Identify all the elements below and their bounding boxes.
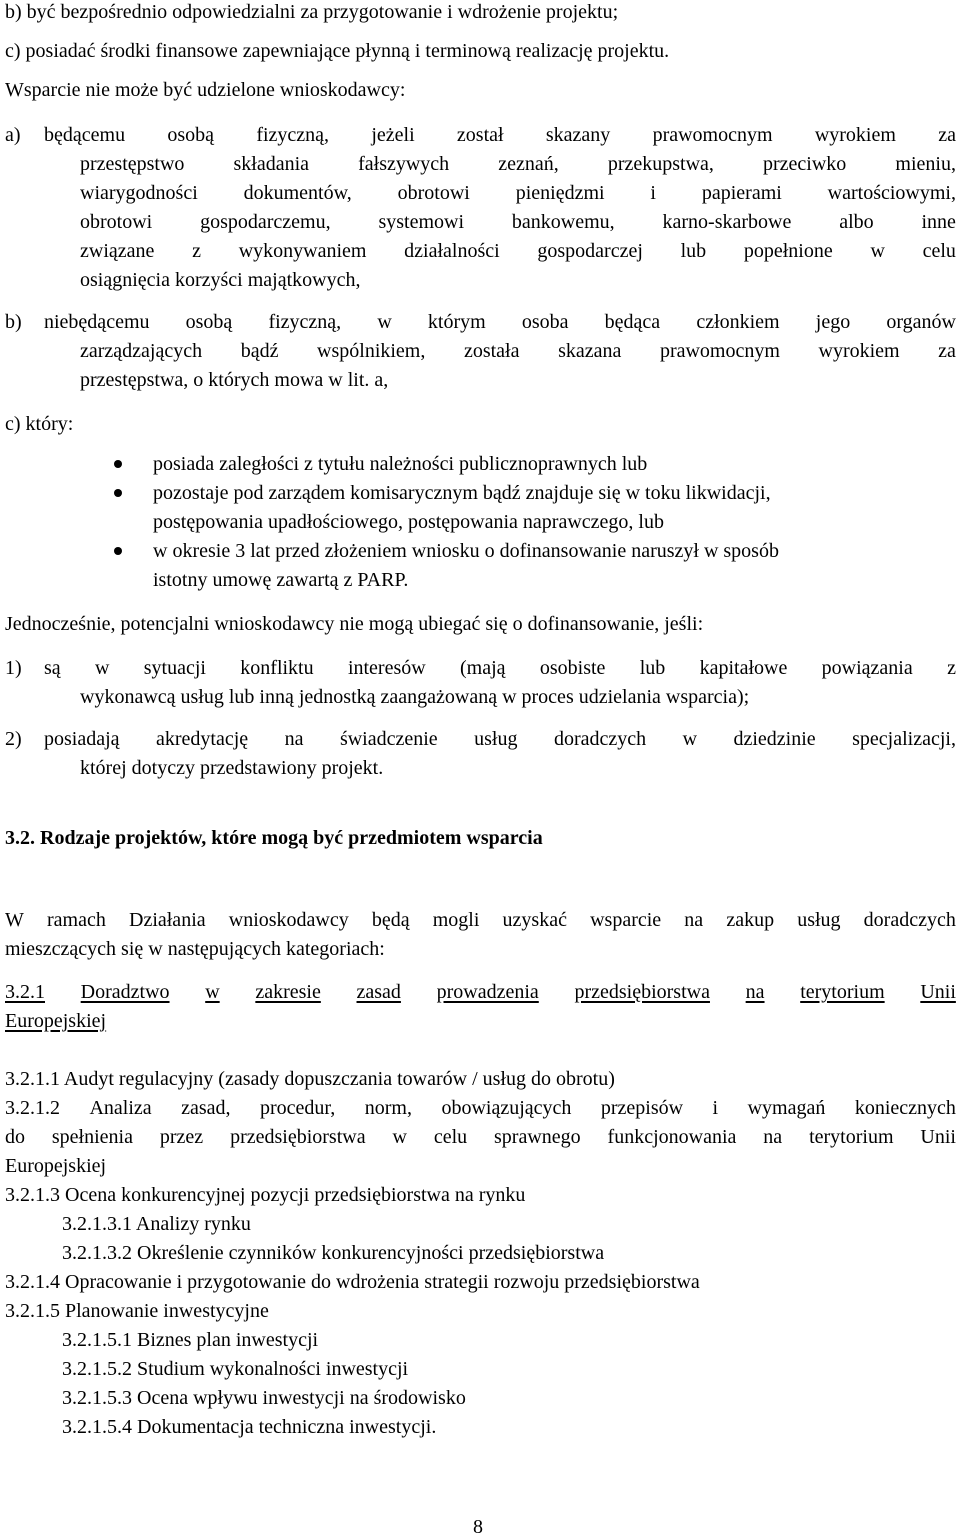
- page-number: 8: [473, 1516, 483, 1538]
- item-b-line: zarządzających bądź wspólnikiem, została skazana prawomocnym wyrokiem za: [80, 340, 956, 362]
- item-label-1: 1): [5, 657, 22, 679]
- category-subitem: 3.2.1.5.4 Dokumentacja techniczna inwestycji.: [62, 1416, 437, 1438]
- category-subitem: 3.2.1.5.1 Biznes plan inwestycji: [62, 1329, 319, 1351]
- subsection-heading: Europejskiej: [5, 1010, 107, 1032]
- category-item: 3.2.1.3 Ocena konkurencyjnej pozycji przedsiębiorstwa na rynku: [5, 1184, 526, 1206]
- list-item-b: b) być bezpośrednio odpowiedzialni za przygotowanie i wdrożenie projektu;: [5, 1, 619, 23]
- paragraph-scope: W ramach Działania wnioskodawcy będą mogli uzyskać wsparcie na zakup usług doradczych: [5, 909, 956, 931]
- item-a-line: wiarygodności dokumentów, obrotowi pieniędzmi i papierami wartościowymi,: [80, 182, 956, 204]
- paragraph-conditions: Jednocześnie, potencjalni wnioskodawcy nie mogą ubiegać się o dofinansowanie, jeśli:: [5, 613, 704, 635]
- category-item: 3.2.1.1 Audyt regulacyjny (zasady dopuszczania towarów / usług do obrotu): [5, 1068, 615, 1090]
- category-subitem: 3.2.1.3.2 Określenie czynników konkurencyjności przedsiębiorstwa: [62, 1242, 605, 1264]
- item-a-line: przestępstwo składania fałszywych zeznań, przekupstwa, przeciwko mieniu,: [80, 153, 956, 175]
- item-b-line: przestępstwa, o których mowa w lit. a,: [80, 369, 389, 391]
- category-subitem: 3.2.1.3.1 Analizy rynku: [62, 1213, 251, 1235]
- item-2-line: której dotyczy przedstawiony projekt.: [80, 757, 384, 779]
- category-item: 3.2.1.4 Opracowanie i przygotowanie do wdrożenia strategii rozwoju przedsiębiorstwa: [5, 1271, 700, 1293]
- item-label-a: a): [5, 124, 21, 146]
- category-item: 3.2.1.2 Analiza zasad, procedur, norm, obowiązujących przepisów i wymagań koniecznych: [5, 1097, 956, 1119]
- category-item: 3.2.1.5 Planowanie inwestycyjne: [5, 1300, 269, 1322]
- item-1-line: wykonawcą usług lub inną jednostką zaangażowaną w proces udzielania wsparcia);: [80, 686, 750, 708]
- paragraph-scope: mieszczących się w następujących kategoriach:: [5, 938, 385, 960]
- category-subitem: 3.2.1.5.3 Ocena wpływu inwestycji na środowisko: [62, 1387, 466, 1409]
- item-a-line: obrotowi gospodarczemu, systemowi bankowemu, karno-skarbowe albo inne: [80, 211, 956, 233]
- bullet-item-cont: istotny umowę zawartą z PARP.: [153, 569, 409, 591]
- bullet-icon: [114, 489, 122, 497]
- item-1-line: są w sytuacji konfliktu interesów (mają osobiste lub kapitałowe powiązania z: [44, 657, 956, 679]
- category-item: Europejskiej: [5, 1155, 107, 1177]
- category-subitem: 3.2.1.5.2 Studium wykonalności inwestycji: [62, 1358, 409, 1380]
- bullet-icon: [114, 547, 122, 555]
- bullet-item: pozostaje pod zarządem komisarycznym bądź znajduje się w toku likwidacji,: [153, 482, 771, 504]
- item-a-line: związane z wykonywaniem działalności gospodarczej lub popełnione w celu: [80, 240, 956, 262]
- subsection-heading: 3.2.1 Doradztwo w zakresie zasad prowadzenia przedsiębiorstwa na terytorium Unii: [5, 981, 956, 1003]
- paragraph-intro: Wsparcie nie może być udzielone wnioskodawcy:: [5, 79, 406, 101]
- item-a-line: osiągnięcia korzyści majątkowych,: [80, 269, 361, 291]
- bullet-icon: [114, 460, 122, 468]
- bullet-item: posiada zaległości z tytułu należności publicznoprawnych lub: [153, 453, 648, 475]
- item-label-b: b): [5, 311, 22, 333]
- item-a-line: będącemu osobą fizyczną, jeżeli został skazany prawomocnym wyrokiem za: [44, 124, 956, 146]
- item-2-line: posiadają akredytację na świadczenie usług doradczych w dziedzinie specjalizacji,: [44, 728, 956, 750]
- item-label-2: 2): [5, 728, 22, 750]
- section-heading: 3.2. Rodzaje projektów, które mogą być przedmiotem wsparcia: [5, 827, 543, 849]
- bullet-item-cont: postępowania upadłościowego, postępowania naprawczego, lub: [153, 511, 664, 533]
- bullet-item: w okresie 3 lat przed złożeniem wniosku o dofinansowanie naruszył w sposób: [153, 540, 779, 562]
- list-item-c: c) posiadać środki finansowe zapewniające płynną i terminową realizację projektu.: [5, 40, 670, 62]
- item-c-label: c) który:: [5, 413, 74, 435]
- category-item: do spełnienia przez przedsiębiorstwa w celu sprawnego funkcjonowania na terytorium Unii: [5, 1126, 956, 1148]
- item-b-line: niebędącemu osobą fizyczną, w którym osoba będąca członkiem jego organów: [44, 311, 956, 333]
